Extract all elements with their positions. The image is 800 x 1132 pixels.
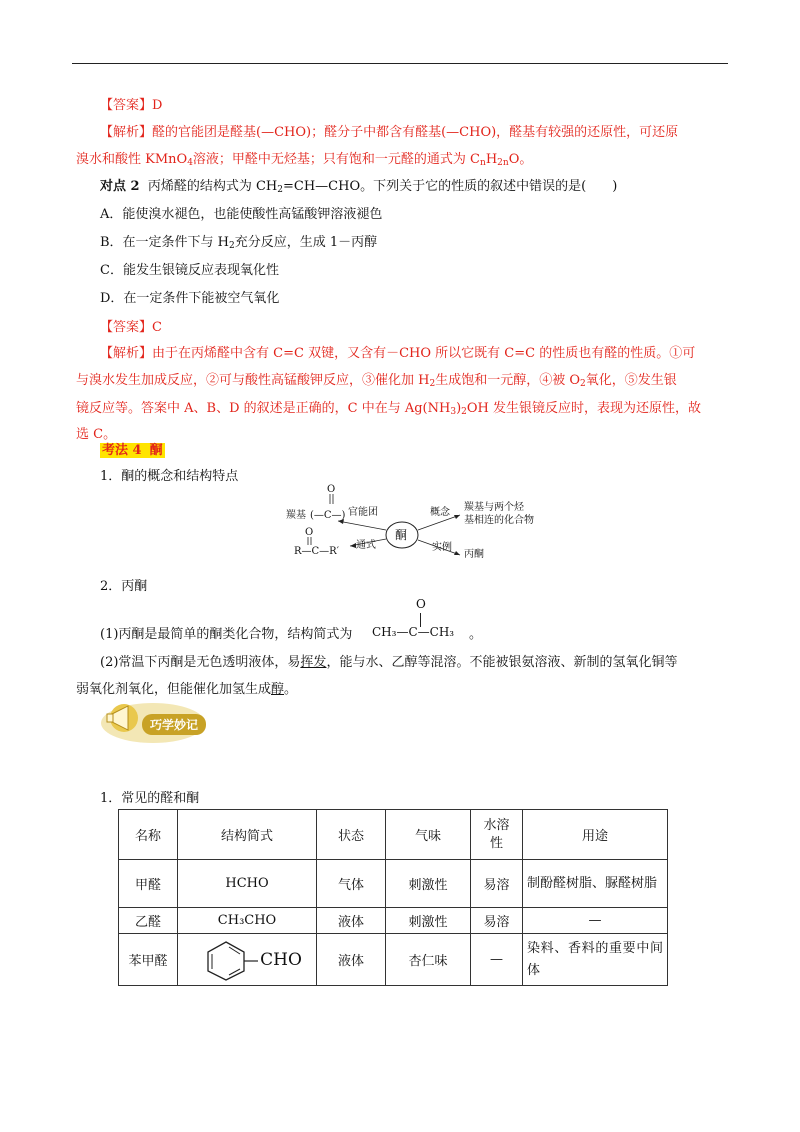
ketone-concept-diagram: O 羰基 (—C—) 官能团 酮 概念 羰基与两个烃 基相连的化合物 通式 O R—C—R′ 实例 丙酮 [286, 484, 534, 560]
question-2-stem: 对点 2 丙烯醛的结构式为 $CH_2=CH—CHO$。下列关于它的性质的叙述中错误的是( ) [100, 179, 618, 195]
option-b: B．在一定条件下与 $H_2$充分反应，生成 1－丙醇 [100, 235, 378, 251]
analysis-2-line-1: 【解析】由于在丙烯醛中含有 C=C 双键，又含有－CHO 所以它既有 C=C 的性质也有醛的性质。①可 [100, 346, 696, 361]
acetone-structural-formula: O CH₃—C—CH₃ [372, 597, 455, 639]
section-heading: 考法 4 酮 [102, 443, 163, 458]
benzene-ring-icon [192, 939, 260, 981]
acetone-p3: 弱氧化剂氧化，但能催化加氢生成醇。 [76, 682, 298, 697]
table-row: 苯甲醛 CHO 液体 杏仁味 — 染料、香料的重要中间体 [119, 934, 668, 986]
acetone-p1: (1)丙酮是最简单的酮类化合物，结构简式为 [100, 627, 353, 642]
header-rule [72, 63, 728, 64]
answer-2: 【答案】C [100, 320, 162, 335]
analysis-1-line-2: 溴水和酸性 KMnO$_4$溶液；甲醛中无烃基；只有饱和一元醛的通式为 $C_nH_{2n}O$。 [76, 152, 533, 168]
option-a: A．能使溴水褪色，也能使酸性高锰酸钾溶液褪色 [100, 207, 383, 222]
analysis-2-line-2: 与溴水发生加成反应，②可与酸性高锰酸钾反应，③催化加 $H_2$生成饱和一元醇，④被 $O_2$氧化，⑤发生银 [76, 373, 677, 389]
option-c: C．能发生银镜反应表现氧化性 [100, 263, 279, 278]
aldehyde-ketone-table [118, 809, 668, 986]
tip-badge: 巧学妙记 [142, 714, 206, 735]
table-row: 甲醛 HCHO 气体 刺激性 易溶 制酚醛树脂、脲醛树脂 [119, 860, 668, 908]
benzaldehyde-structure: CHO [178, 934, 317, 986]
option-d: D．在一定条件下能被空气氧化 [100, 291, 280, 306]
table-row: 乙醛 CH₃CHO 液体 刺激性 易溶 — [119, 908, 668, 934]
answer-1: 【答案】D [100, 98, 163, 113]
ketone-concept-heading: 1．酮的概念和结构特点 [100, 469, 239, 484]
analysis-2-line-4: 选 C。 [76, 427, 117, 442]
analysis-1-line-1: 【解析】醛的官能团是醛基(—CHO)；醛分子中都含有醛基(—CHO)，醛基有较强的还原性，可还原 [100, 125, 679, 140]
acetone-p1-end: 。 [469, 627, 483, 642]
common-heading: 1．常见的醛和酮 [100, 791, 200, 806]
table-header-row: 名称 结构简式 状态 气味 水溶 性 用途 [119, 810, 668, 860]
acetone-heading: 2．丙酮 [100, 579, 148, 594]
analysis-2-line-3: 镜反应等。答案中 A、B、D 的叙述是正确的，C 中在与 $Ag(NH_3)_2OH$ 发生银镜反应时，表现为还原性，故 [76, 401, 702, 417]
acetone-p2: (2)常温下丙酮是无色透明液体，易挥发，能与水、乙醇等混溶。不能被银氨溶液、新制的氢氧化铜等 [100, 655, 678, 670]
